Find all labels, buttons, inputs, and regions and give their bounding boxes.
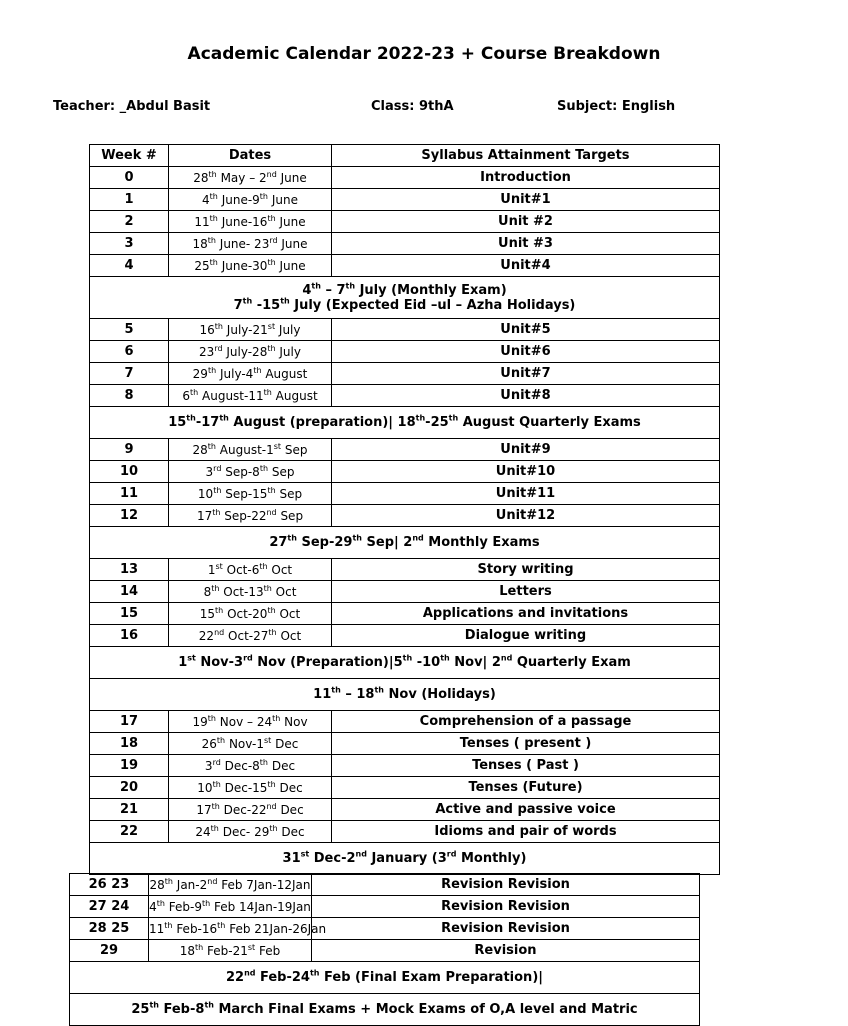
- week-number-cell: 15: [90, 603, 169, 625]
- target-cell: Revision: [312, 940, 700, 962]
- date-cell: 25th June-30th June: [169, 255, 332, 277]
- week-row: [90, 777, 720, 799]
- week-number-cell: 19: [90, 755, 169, 777]
- event-row: [90, 679, 720, 711]
- week-number-cell: 0: [90, 167, 169, 189]
- week-number-cell: 29: [70, 940, 149, 962]
- event-cell: 25th Feb-8th March Final Exams + Mock Exams of O,A level and Matric: [70, 994, 700, 1026]
- target-cell: Unit #2: [332, 211, 720, 233]
- target-cell: Unit#11: [332, 483, 720, 505]
- event-row: [70, 994, 700, 1026]
- week-row: [90, 341, 720, 363]
- event-cell: 31st Dec-2nd January (3rd Monthly): [90, 843, 720, 875]
- target-cell: Unit#4: [332, 255, 720, 277]
- date-cell: 10th Sep-15th Sep: [169, 483, 332, 505]
- week-row: [70, 940, 700, 962]
- date-cell: 4th Feb-9th Feb 14Jan-19Jan: [149, 896, 312, 918]
- week-number-cell: 4: [90, 255, 169, 277]
- target-cell: Revision Revision: [312, 896, 700, 918]
- target-cell: Tenses ( present ): [332, 733, 720, 755]
- week-number-cell: 17: [90, 711, 169, 733]
- date-cell: 23rd July-28th July: [169, 341, 332, 363]
- date-cell: 19th Nov – 24th Nov: [169, 711, 332, 733]
- target-cell: Introduction: [332, 167, 720, 189]
- week-number-cell: 3: [90, 233, 169, 255]
- event-row: [90, 527, 720, 559]
- event-cell: 22nd Feb-24th Feb (Final Exam Preparation)|: [70, 962, 700, 994]
- date-cell: 17th Dec-22nd Dec: [169, 799, 332, 821]
- week-row: [90, 233, 720, 255]
- week-row: [70, 874, 700, 896]
- subject-label: Subject: English: [557, 99, 676, 114]
- week-row: [90, 603, 720, 625]
- teacher-label: Teacher: _Abdul Basit: [53, 99, 211, 114]
- date-cell: 26th Nov-1st Dec: [169, 733, 332, 755]
- date-cell: 3rd Dec-8th Dec: [169, 755, 332, 777]
- week-number-cell: 18: [90, 733, 169, 755]
- event-row: [90, 843, 720, 875]
- event-row: [90, 647, 720, 679]
- target-cell: Unit#5: [332, 319, 720, 341]
- week-row: [90, 189, 720, 211]
- week-number-cell: 16: [90, 625, 169, 647]
- target-cell: Letters: [332, 581, 720, 603]
- date-cell: 22nd Oct-27th Oct: [169, 625, 332, 647]
- target-cell: Revision Revision: [312, 918, 700, 940]
- target-cell: Unit#10: [332, 461, 720, 483]
- week-row: [90, 711, 720, 733]
- table-header-row: [90, 145, 720, 167]
- week-row: [90, 733, 720, 755]
- week-row: [90, 559, 720, 581]
- date-cell: 10th Dec-15th Dec: [169, 777, 332, 799]
- target-cell: Unit #3: [332, 233, 720, 255]
- week-row: [90, 461, 720, 483]
- week-row: [70, 918, 700, 940]
- week-number-cell: 8: [90, 385, 169, 407]
- date-cell: 1st Oct-6th Oct: [169, 559, 332, 581]
- week-number-cell: 22: [90, 821, 169, 843]
- date-cell: 16th July-21st July: [169, 319, 332, 341]
- target-cell: Revision Revision: [312, 874, 700, 896]
- date-cell: 15th Oct-20th Oct: [169, 603, 332, 625]
- week-row: [90, 255, 720, 277]
- week-number-cell: 20: [90, 777, 169, 799]
- week-number-cell: 21: [90, 799, 169, 821]
- event-row: [90, 407, 720, 439]
- class-label: Class: 9thA: [371, 99, 454, 114]
- column-header-week: Week #: [90, 145, 169, 167]
- target-cell: Unit#6: [332, 341, 720, 363]
- week-row: [90, 625, 720, 647]
- target-cell: Unit#7: [332, 363, 720, 385]
- date-cell: 6th August-11th August: [169, 385, 332, 407]
- calendar-table: [89, 144, 720, 875]
- week-number-cell: 1: [90, 189, 169, 211]
- target-cell: Unit#9: [332, 439, 720, 461]
- week-number-cell: 14: [90, 581, 169, 603]
- target-cell: Comprehension of a passage: [332, 711, 720, 733]
- week-row: [90, 483, 720, 505]
- event-row: [70, 962, 700, 994]
- week-number-cell: 12: [90, 505, 169, 527]
- week-row: [90, 439, 720, 461]
- calendar-table-continued: [69, 873, 700, 1026]
- week-row: [90, 799, 720, 821]
- date-cell: 4th June-9th June: [169, 189, 332, 211]
- date-cell: 18th Feb-21st Feb: [149, 940, 312, 962]
- week-number-cell: 13: [90, 559, 169, 581]
- date-cell: 29th July-4th August: [169, 363, 332, 385]
- target-cell: Tenses (Future): [332, 777, 720, 799]
- week-row: [90, 363, 720, 385]
- week-row: [90, 167, 720, 189]
- event-cell: 11th – 18th Nov (Holidays): [90, 679, 720, 711]
- week-number-cell: 28 25: [70, 918, 149, 940]
- date-cell: 28th May – 2nd June: [169, 167, 332, 189]
- week-row: [90, 385, 720, 407]
- event-cell: 15th-17th August (preparation)| 18th-25th August Quarterly Exams: [90, 407, 720, 439]
- week-number-cell: 2: [90, 211, 169, 233]
- week-row: [90, 581, 720, 603]
- week-row: [90, 211, 720, 233]
- week-number-cell: 26 23: [70, 874, 149, 896]
- event-cell: 27th Sep-29th Sep| 2nd Monthly Exams: [90, 527, 720, 559]
- target-cell: Dialogue writing: [332, 625, 720, 647]
- date-cell: 24th Dec- 29th Dec: [169, 821, 332, 843]
- column-header-targets: Syllabus Attainment Targets: [332, 145, 720, 167]
- column-header-dates: Dates: [169, 145, 332, 167]
- week-row: [90, 821, 720, 843]
- week-row: [90, 319, 720, 341]
- date-cell: 28th Jan-2nd Feb 7Jan-12Jan: [149, 874, 312, 896]
- date-cell: 8th Oct-13th Oct: [169, 581, 332, 603]
- target-cell: Applications and invitations: [332, 603, 720, 625]
- target-cell: Idioms and pair of words: [332, 821, 720, 843]
- date-cell: 28th August-1st Sep: [169, 439, 332, 461]
- date-cell: 18th June- 23rd June: [169, 233, 332, 255]
- date-cell: 11th Feb-16th Feb 21Jan-26Jan: [149, 918, 312, 940]
- target-cell: Unit#8: [332, 385, 720, 407]
- page-title: Academic Calendar 2022-23 + Course Breakdown: [187, 44, 661, 64]
- date-cell: 3rd Sep-8th Sep: [169, 461, 332, 483]
- week-number-cell: 9: [90, 439, 169, 461]
- week-row: [90, 755, 720, 777]
- week-number-cell: 11: [90, 483, 169, 505]
- date-cell: 11th June-16th June: [169, 211, 332, 233]
- target-cell: Unit#12: [332, 505, 720, 527]
- target-cell: Tenses ( Past ): [332, 755, 720, 777]
- date-cell: 17th Sep-22nd Sep: [169, 505, 332, 527]
- target-cell: Unit#1: [332, 189, 720, 211]
- week-row: [90, 505, 720, 527]
- event-row: [90, 277, 720, 319]
- target-cell: Story writing: [332, 559, 720, 581]
- week-number-cell: 5: [90, 319, 169, 341]
- week-number-cell: 6: [90, 341, 169, 363]
- event-cell: 4th – 7th July (Monthly Exam) 7th -15th July (Expected Eid –ul – Azha Holidays): [90, 277, 720, 319]
- event-cell: 1st Nov-3rd Nov (Preparation)|5th -10th Nov| 2nd Quarterly Exam: [90, 647, 720, 679]
- target-cell: Active and passive voice: [332, 799, 720, 821]
- week-number-cell: 27 24: [70, 896, 149, 918]
- week-number-cell: 10: [90, 461, 169, 483]
- week-row: [70, 896, 700, 918]
- week-number-cell: 7: [90, 363, 169, 385]
